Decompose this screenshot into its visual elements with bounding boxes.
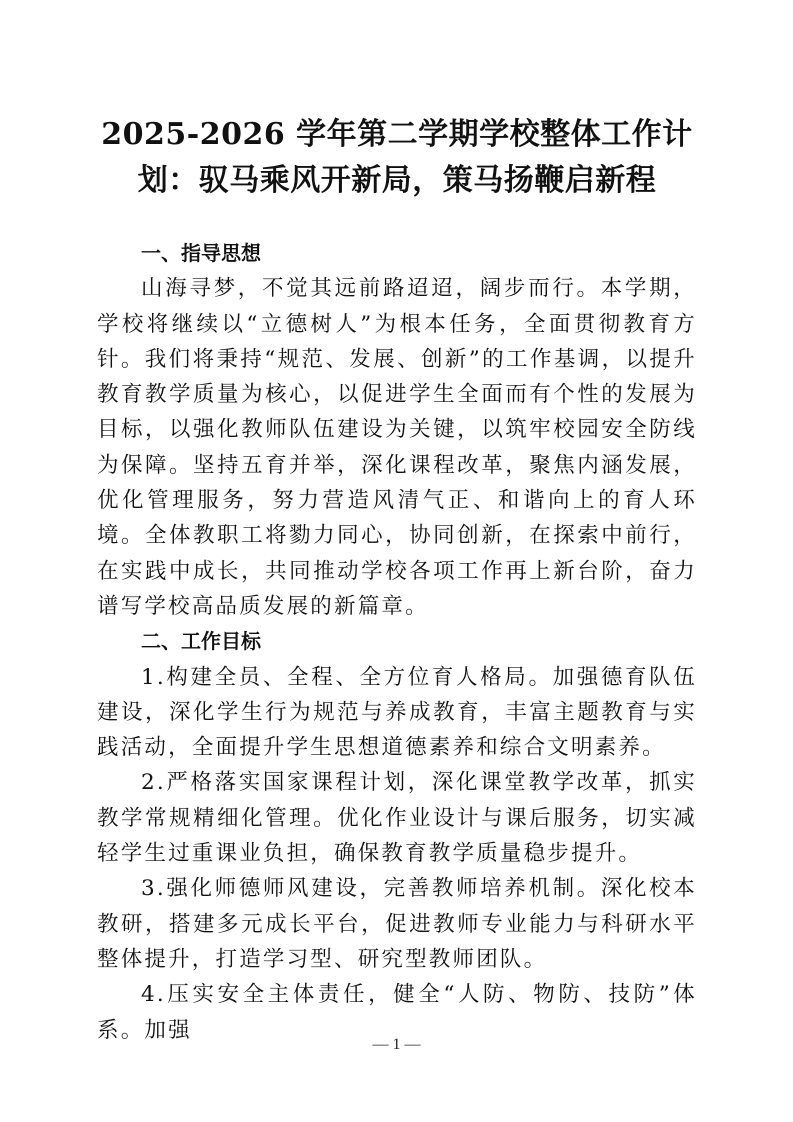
goal-item-1: 1.构建全员、全程、全方位育人格局。加强德育队伍建设，深化学生行为规范与养成教育，丰富主题教育与实践活动，全面提升学生思想道德素养和综合文明素养。 bbox=[97, 664, 697, 761]
goal-item-4: 4.压实安全主体责任，健全“人防、物防、技防”体系。加强 bbox=[97, 982, 697, 1043]
paragraph: 山海寻梦，不觉其远前路迢迢，阔步而行。本学期，学校将继续以“立德树人”为根本任务，全面贯彻教育方针。我们将秉持“规范、发展、创新”的工作基调，以提升教育教学质量为核心，以促进学生全面而有个性的发展为目标，以强化教师队伍建设为关键，以筑牢校园安全防线为保障。坚持五育并举，深化课程改革，聚焦内涵发展，优化管理服务，努力营造风清气正、和谐向上的育人环境。全体教职工将勠力同心，协同创新，在探索中前行，在实践中成长，共同推动学校各项工作再上新台阶，奋力谱写学校高品质发展的新篇章。 bbox=[97, 276, 697, 619]
section-heading: 二、工作目标 bbox=[141, 629, 261, 654]
section-heading: 一、指导思想 bbox=[141, 241, 261, 265]
goal-item-2: 2.严格落实国家课程计划，深化课堂教学改革，抓实教学常规精细化管理。优化作业设计与课后服务，切实减轻学生过重课业负担，确保教育教学质量稳步提升。 bbox=[97, 770, 697, 867]
document-body bbox=[97, 236, 697, 1048]
document-title: 2025-2026 学年第二学期学校整体工作计划：驭马乘风开新局，策马扬鞭启新程 bbox=[101, 117, 693, 198]
goal-item-3: 3.强化师德师风建设，完善教师培养机制。深化校本教研，搭建多元成长平台，促进教师专业能力与科研水平整体提升，打造学习型、研究型教师团队。 bbox=[97, 876, 697, 972]
page-number: — 1 — bbox=[372, 1036, 421, 1053]
section-work-goals bbox=[97, 624, 697, 1048]
section-guiding-ideology bbox=[97, 236, 697, 624]
